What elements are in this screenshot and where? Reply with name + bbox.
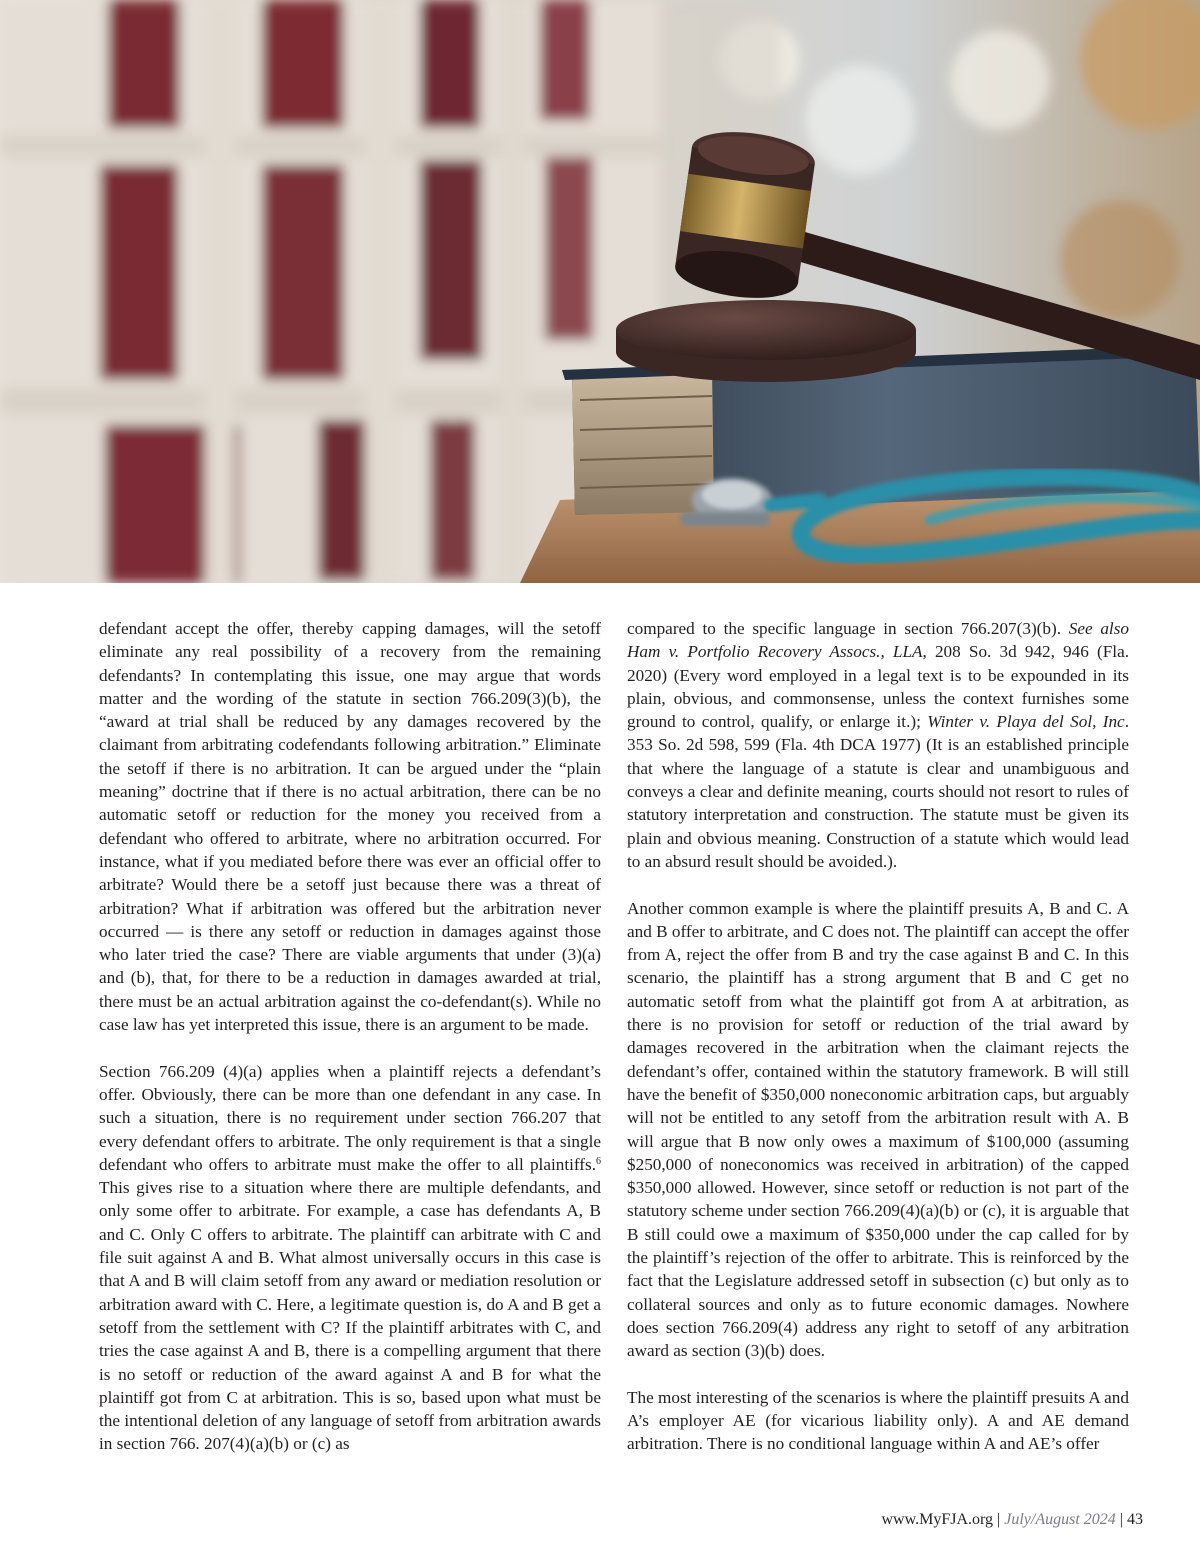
right-column: [627, 617, 1129, 1479]
page-footer: [881, 1511, 1143, 1529]
gavel-head: [672, 125, 818, 305]
footer-site-link[interactable]: www.MyFJA.org: [881, 1511, 994, 1528]
left-paragraph-2-text-b: This gives rise to a situation where there are multiple defendants, and only some offer to arbitrate. For example, a case has defendants A, B and C. Only C offers to arbitrate. The plaintiff can arbitrate with C and file suit against A and B. What almost universally occurs in this case is that A and B will claim setoff from any award or mediation resolution or arbitration award with C. Here, a legitimate question is, do A and B get a setoff from the settlement with C? If the plaintiff arbitrates with C, and tries the case against A and B, there is a compelling argument that there is no setoff or reduction of the award against A and B for what the plaintiff got from C at arbitration. This is so, based upon what must be the intentional deletion of any language of setoff from arbitration awards in section 766. 207(4)(a)(b) or (c) as: [99, 1178, 601, 1454]
gavel-sound-block: [616, 300, 916, 382]
right-paragraph-1: [627, 617, 1129, 873]
left-paragraph-1: defendant accept the offer, thereby capping damages, will the setoff eliminate any real possibility of a recovery from the remaining defendants? In contemplating this issue, one may argue that words matter and the wording of the statute in section 766.209(3)(b), the “award at trial shall be reduced by any damages recovered by the claimant from arbitrating codefendants following arbitration.” Eliminate the setoff if there is no arbitration. It can be argued under the “plain meaning” doctrine that if there is no actual arbitration, there can be no automatic setoff or reduction for the money you received from a defendant who offered to arbitrate, where no arbitration occurred. For instance, what if you mediated before there was ever an official offer to arbitrate? Would there be a setoff just because there was a threat of arbitration? What if arbitration was offered but the arbitration never occurred — is there any setoff or reduction in damages against those who later tried the case? There are viable arguments that under (3)(a) and (b), that, for there to be a reduction in damages awarded at trial, there must be an actual arbitration against the co-defendant(s). While no case law has yet interpreted this issue, there is an argument to be made.: [99, 619, 601, 1035]
right-paragraph-2: Another common example is where the plaintiff presuits A, B and C. A and B offer to arbitrate, and C does not. The plaintiff can accept the offer from A, reject the offer from B and try the case against B and C. In this scenario, the plaintiff has a strong argument that B and C get no automatic setoff from what the plaintiff got from A at arbitration, as there is no provision for setoff or reduction of the trial award by damages recovered in the arbitration when the claimant rejects the defendant’s offer, contained within the statutory framework. B will still have the benefit of $350,000 noneconomic arbitration caps, but arguably will not be entitled to any setoff from the arbitration result with A. B will argue that B now only owes a maximum of $100,000 (assuming $250,000 of noneconomics was received in arbitration) of the capped $350,000 allowed. However, since setoff or reduction is not part of the statutory scheme under section 766.209(4)(a)(b) or (c), it is arguable that B still could owe a maximum of $350,000 under the cap called for by the plaintiff’s rejection of the offer to arbitrate. This is reinforced by the fact that the Legislature addressed setoff in subsection (c) but only as to collateral sources and only as to future economic damages. Nowhere does section 766.209(4) address any right to setoff of any arbitration award as section (3)(b) does.: [627, 898, 1129, 1361]
left-column: [99, 617, 601, 1479]
right-paragraph-1-text-c: . 353 So. 2d 598, 599 (Fla. 4th DCA 1977) (It is an established principle that where the language of a statute is clear and unambiguous and conveys a clear and definite meaning, courts should not resort to rules of statutory interpretation and construction. The statute must be given its plain and obvious meaning. Construction of a statute which would lead to an absurd result should be avoided.).: [627, 712, 1129, 871]
footer-issue: July/August 2024: [1004, 1511, 1116, 1528]
case-citation-ham: See also Ham v. Portfolio Recovery Assocs., LLA: [627, 619, 1129, 662]
right-paragraph-1-text-a: compared to the specific language in section 766.207(3)(b).: [627, 619, 1069, 638]
page-number: 43: [1127, 1511, 1143, 1528]
header-photo: [0, 0, 1200, 583]
case-citation-winter: Winter v. Playa del Sol, Inc: [927, 712, 1125, 732]
right-paragraph-1-text-b: , 208 So. 3d 942, 946 (Fla. 2020) (Every word employed in a legal text is to be expounded in its plain, obvious, and commonsense, unless the context furnishes some ground to control, qualify, or enlarge it.);: [627, 642, 1129, 732]
left-paragraph-2: [99, 1060, 601, 1456]
left-paragraph-2-text-a: Section 766.209 (4)(a) applies when a plaintiff rejects a defendant’s offer. Obviously, there can be more than one defendant in any case. In such a situation, there is no requirement under section 766.207 that every defendant offers to arbitrate. The only requirement is that a single defendant who offers to arbitrate must make the offer to all plaintiffs.: [99, 1061, 601, 1174]
footnote-ref-6: 6: [596, 1155, 601, 1167]
footer-separator-2: |: [1119, 1511, 1123, 1528]
right-paragraph-3: The most interesting of the scenarios is where the plaintiff presuits A and A’s employer AE (for vicarious liability only). A and AE demand arbitration. There is no conditional language within A and AE’s offer: [627, 1387, 1129, 1454]
footer-separator: |: [997, 1511, 1001, 1528]
